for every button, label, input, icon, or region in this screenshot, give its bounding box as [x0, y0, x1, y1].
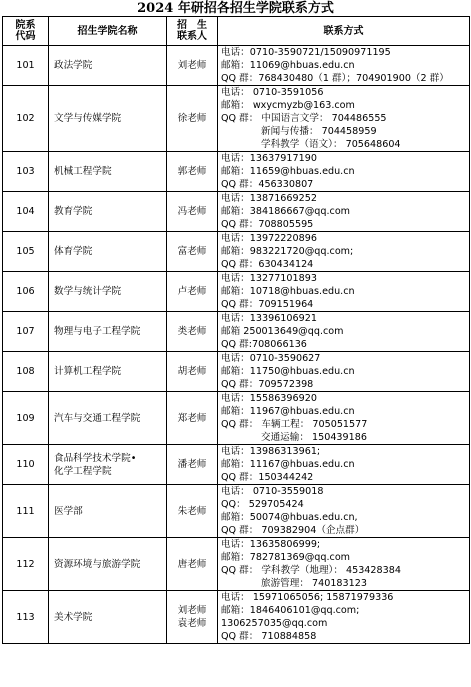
table-row	[3, 352, 470, 392]
contact-person-name: 类老师	[177, 326, 207, 337]
contact-line: QQ 群： 709382904（企点群）	[221, 525, 365, 536]
contact-line: QQ 群： 车辆工程： 705051577	[221, 419, 368, 430]
contact-person	[167, 392, 218, 445]
contact-line: 旅游管理： 740183123	[261, 578, 367, 589]
page-title: 2024 年研招各招生学院联系方式	[137, 1, 334, 16]
contact-line: 邮箱：782781369@qq.com	[221, 552, 351, 563]
contact-line: 邮箱：983221720@qq.com;	[221, 246, 354, 257]
contact-line: 电话：13871669252	[221, 193, 317, 204]
contact-line: 邮箱 250013649@qq.com	[221, 326, 344, 337]
contact-table	[2, 16, 470, 644]
table-row	[3, 272, 470, 312]
contact-person-name: 徐老师	[177, 113, 207, 124]
contact-line: 邮箱：384186667@qq.com	[221, 206, 351, 217]
contact-person-name: 郭老师	[177, 166, 207, 177]
school-name-line: 汽车与交通工程学院	[54, 412, 141, 424]
contact-info	[218, 232, 470, 272]
table-row	[3, 86, 470, 152]
school-code: 106	[3, 272, 49, 312]
contact-person-name: 冯老师	[177, 206, 207, 217]
contact-line: 电话：13972220896	[221, 233, 317, 244]
school-name-line: 医学部	[54, 505, 83, 517]
school-name	[49, 86, 167, 152]
contact-line: 电话：13637917190	[221, 153, 317, 164]
contact-line: 邮箱：10718@hbuas.edu.cn	[221, 286, 355, 297]
table-row	[3, 192, 470, 232]
school-name-line: 教育学院	[54, 206, 93, 217]
school-code: 113	[3, 591, 49, 644]
contact-person-name: 唐老师	[177, 558, 207, 570]
contact-info	[218, 312, 470, 352]
contact-info	[218, 352, 470, 392]
contact-line: 学科教学（语文）： 705648604	[261, 139, 401, 150]
contact-info	[218, 86, 470, 152]
school-name	[49, 538, 167, 591]
contact-line: 交通运输： 150439186	[261, 432, 367, 443]
contact-info	[218, 591, 470, 644]
contact-line: 电话：0710-3590721/15090971195	[221, 47, 391, 58]
contact-line: QQ： 529705424	[221, 499, 304, 510]
contact-line: QQ 群： 学科教学（地理）： 453428384	[221, 565, 401, 576]
school-name	[49, 392, 167, 445]
table-row	[3, 232, 470, 272]
contact-person-name: 袁老师	[177, 618, 207, 629]
contact-line: QQ 群:708066136	[221, 339, 307, 350]
school-code: 105	[3, 232, 49, 272]
school-name-line: 文学与传媒学院	[54, 113, 122, 124]
contact-info	[218, 192, 470, 232]
contact-person	[167, 312, 218, 352]
contact-person	[167, 538, 218, 591]
contact-person-name: 郑老师	[177, 412, 207, 424]
school-name	[49, 445, 167, 485]
contact-info	[218, 392, 470, 445]
table-row	[3, 538, 470, 591]
header-school: 招生学院名称	[49, 17, 167, 46]
contact-info	[218, 272, 470, 312]
school-name	[49, 312, 167, 352]
contact-person	[167, 152, 218, 192]
header-contact-line: 联系人	[177, 31, 207, 42]
contact-line: 电话：13986313961;	[221, 446, 321, 457]
school-code: 102	[3, 86, 49, 152]
contact-line: 电话：13635806999;	[221, 539, 321, 550]
school-code: 107	[3, 312, 49, 352]
school-name-line: 资源环境与旅游学院	[54, 558, 141, 570]
school-name	[49, 591, 167, 644]
contact-person	[167, 352, 218, 392]
school-name	[49, 46, 167, 86]
header-contact-info: 联系方式	[218, 17, 470, 46]
contact-person	[167, 86, 218, 152]
contact-person	[167, 591, 218, 644]
table-row	[3, 392, 470, 445]
contact-info	[218, 485, 470, 538]
contact-person-name: 刘老师	[177, 605, 207, 616]
school-name	[49, 192, 167, 232]
table-row	[3, 312, 470, 352]
school-name-line: 物理与电子工程学院	[54, 326, 141, 337]
table-row	[3, 591, 470, 644]
header-contact-person	[167, 17, 218, 46]
contact-person-name: 卢老师	[177, 286, 207, 297]
table-row	[3, 46, 470, 86]
contact-line: 邮箱：11750@hbuas.edu.cn	[221, 366, 355, 377]
contact-info	[218, 46, 470, 86]
contact-info	[218, 445, 470, 485]
contact-line: 邮箱：1846406101@qq.com;	[221, 605, 360, 616]
contact-line: 电话： 0710-3559018	[221, 486, 324, 497]
school-code: 111	[3, 485, 49, 538]
school-code: 101	[3, 46, 49, 86]
contact-info	[218, 152, 470, 192]
contact-person	[167, 485, 218, 538]
school-code: 109	[3, 392, 49, 445]
table-row	[3, 152, 470, 192]
school-code: 112	[3, 538, 49, 591]
contact-line: QQ 群：709151964	[221, 299, 314, 310]
contact-line: QQ 群：456330807	[221, 179, 314, 190]
school-name-line: 政法学院	[54, 60, 93, 71]
contact-info	[218, 538, 470, 591]
contact-line: 电话： 15971065056; 15871979336	[221, 592, 394, 603]
school-code: 110	[3, 445, 49, 485]
contact-line: QQ 群：708805595	[221, 219, 314, 230]
contact-person-name: 富老师	[177, 246, 207, 257]
contact-line: 电话：15586396920	[221, 393, 317, 404]
contact-line: QQ 群：709572398	[221, 379, 314, 390]
contact-line: 电话：0710-3590627	[221, 353, 321, 364]
table-body	[3, 46, 470, 644]
contact-line: QQ 群：630434124	[221, 259, 314, 270]
header-code	[3, 17, 49, 46]
table-header-row	[3, 17, 470, 46]
school-code: 104	[3, 192, 49, 232]
contact-line: QQ 群：150344242	[221, 472, 314, 483]
contact-line: 电话： 0710-3591056	[221, 87, 324, 98]
contact-line: 电话：13277101893	[221, 273, 317, 284]
school-code: 108	[3, 352, 49, 392]
school-name-line: 体育学院	[54, 246, 93, 257]
contact-person-name: 胡老师	[177, 366, 207, 377]
contact-person	[167, 46, 218, 86]
contact-line: 1306257035@qq.com	[221, 618, 328, 629]
school-name	[49, 272, 167, 312]
contact-line: QQ 群：768430480（1 群）；704901900（2 群）	[221, 73, 449, 84]
contact-line: 邮箱：11659@hbuas.edu.cn	[221, 166, 355, 177]
contact-line: QQ 群： 710884858	[221, 631, 317, 642]
contact-person	[167, 272, 218, 312]
contact-person-name: 朱老师	[177, 505, 207, 517]
contact-person	[167, 192, 218, 232]
school-name	[49, 152, 167, 192]
table-row	[3, 485, 470, 538]
header-contact-line: 招 生	[177, 20, 207, 31]
table-row	[3, 445, 470, 485]
contact-person	[167, 445, 218, 485]
contact-line: 新闻与传播： 704458959	[261, 126, 377, 137]
contact-line: 邮箱： wxycmyzb@163.com	[221, 100, 355, 111]
school-name-line: 化学工程学院	[54, 465, 112, 477]
school-name-line: 数学与统计学院	[54, 286, 122, 297]
header-code-line: 院系	[15, 20, 36, 31]
contact-person	[167, 232, 218, 272]
school-name-line: 计算机工程学院	[54, 366, 122, 377]
school-name	[49, 232, 167, 272]
contact-line: 邮箱：50074@hbuas.edu.cn,	[221, 512, 358, 523]
school-name-line: 机械工程学院	[54, 166, 112, 177]
contact-line: 邮箱：11069@hbuas.edu.cn	[221, 60, 355, 71]
school-name-line: 美术学院	[54, 611, 93, 623]
contact-line: QQ 群： 中国语言文学： 704486555	[221, 113, 387, 124]
school-name	[49, 352, 167, 392]
header-code-line: 代码	[15, 31, 36, 42]
school-code: 103	[3, 152, 49, 192]
school-name	[49, 485, 167, 538]
contact-person-name: 潘老师	[177, 459, 207, 470]
contact-line: 邮箱：11967@hbuas.edu.cn	[221, 406, 355, 417]
contact-line: 邮箱：11167@hbuas.edu.cn	[221, 459, 355, 470]
contact-line: 电话：13396106921	[221, 313, 317, 324]
contact-person-name: 刘老师	[177, 60, 207, 71]
school-name-line: 食品科学技术学院•	[54, 452, 137, 464]
